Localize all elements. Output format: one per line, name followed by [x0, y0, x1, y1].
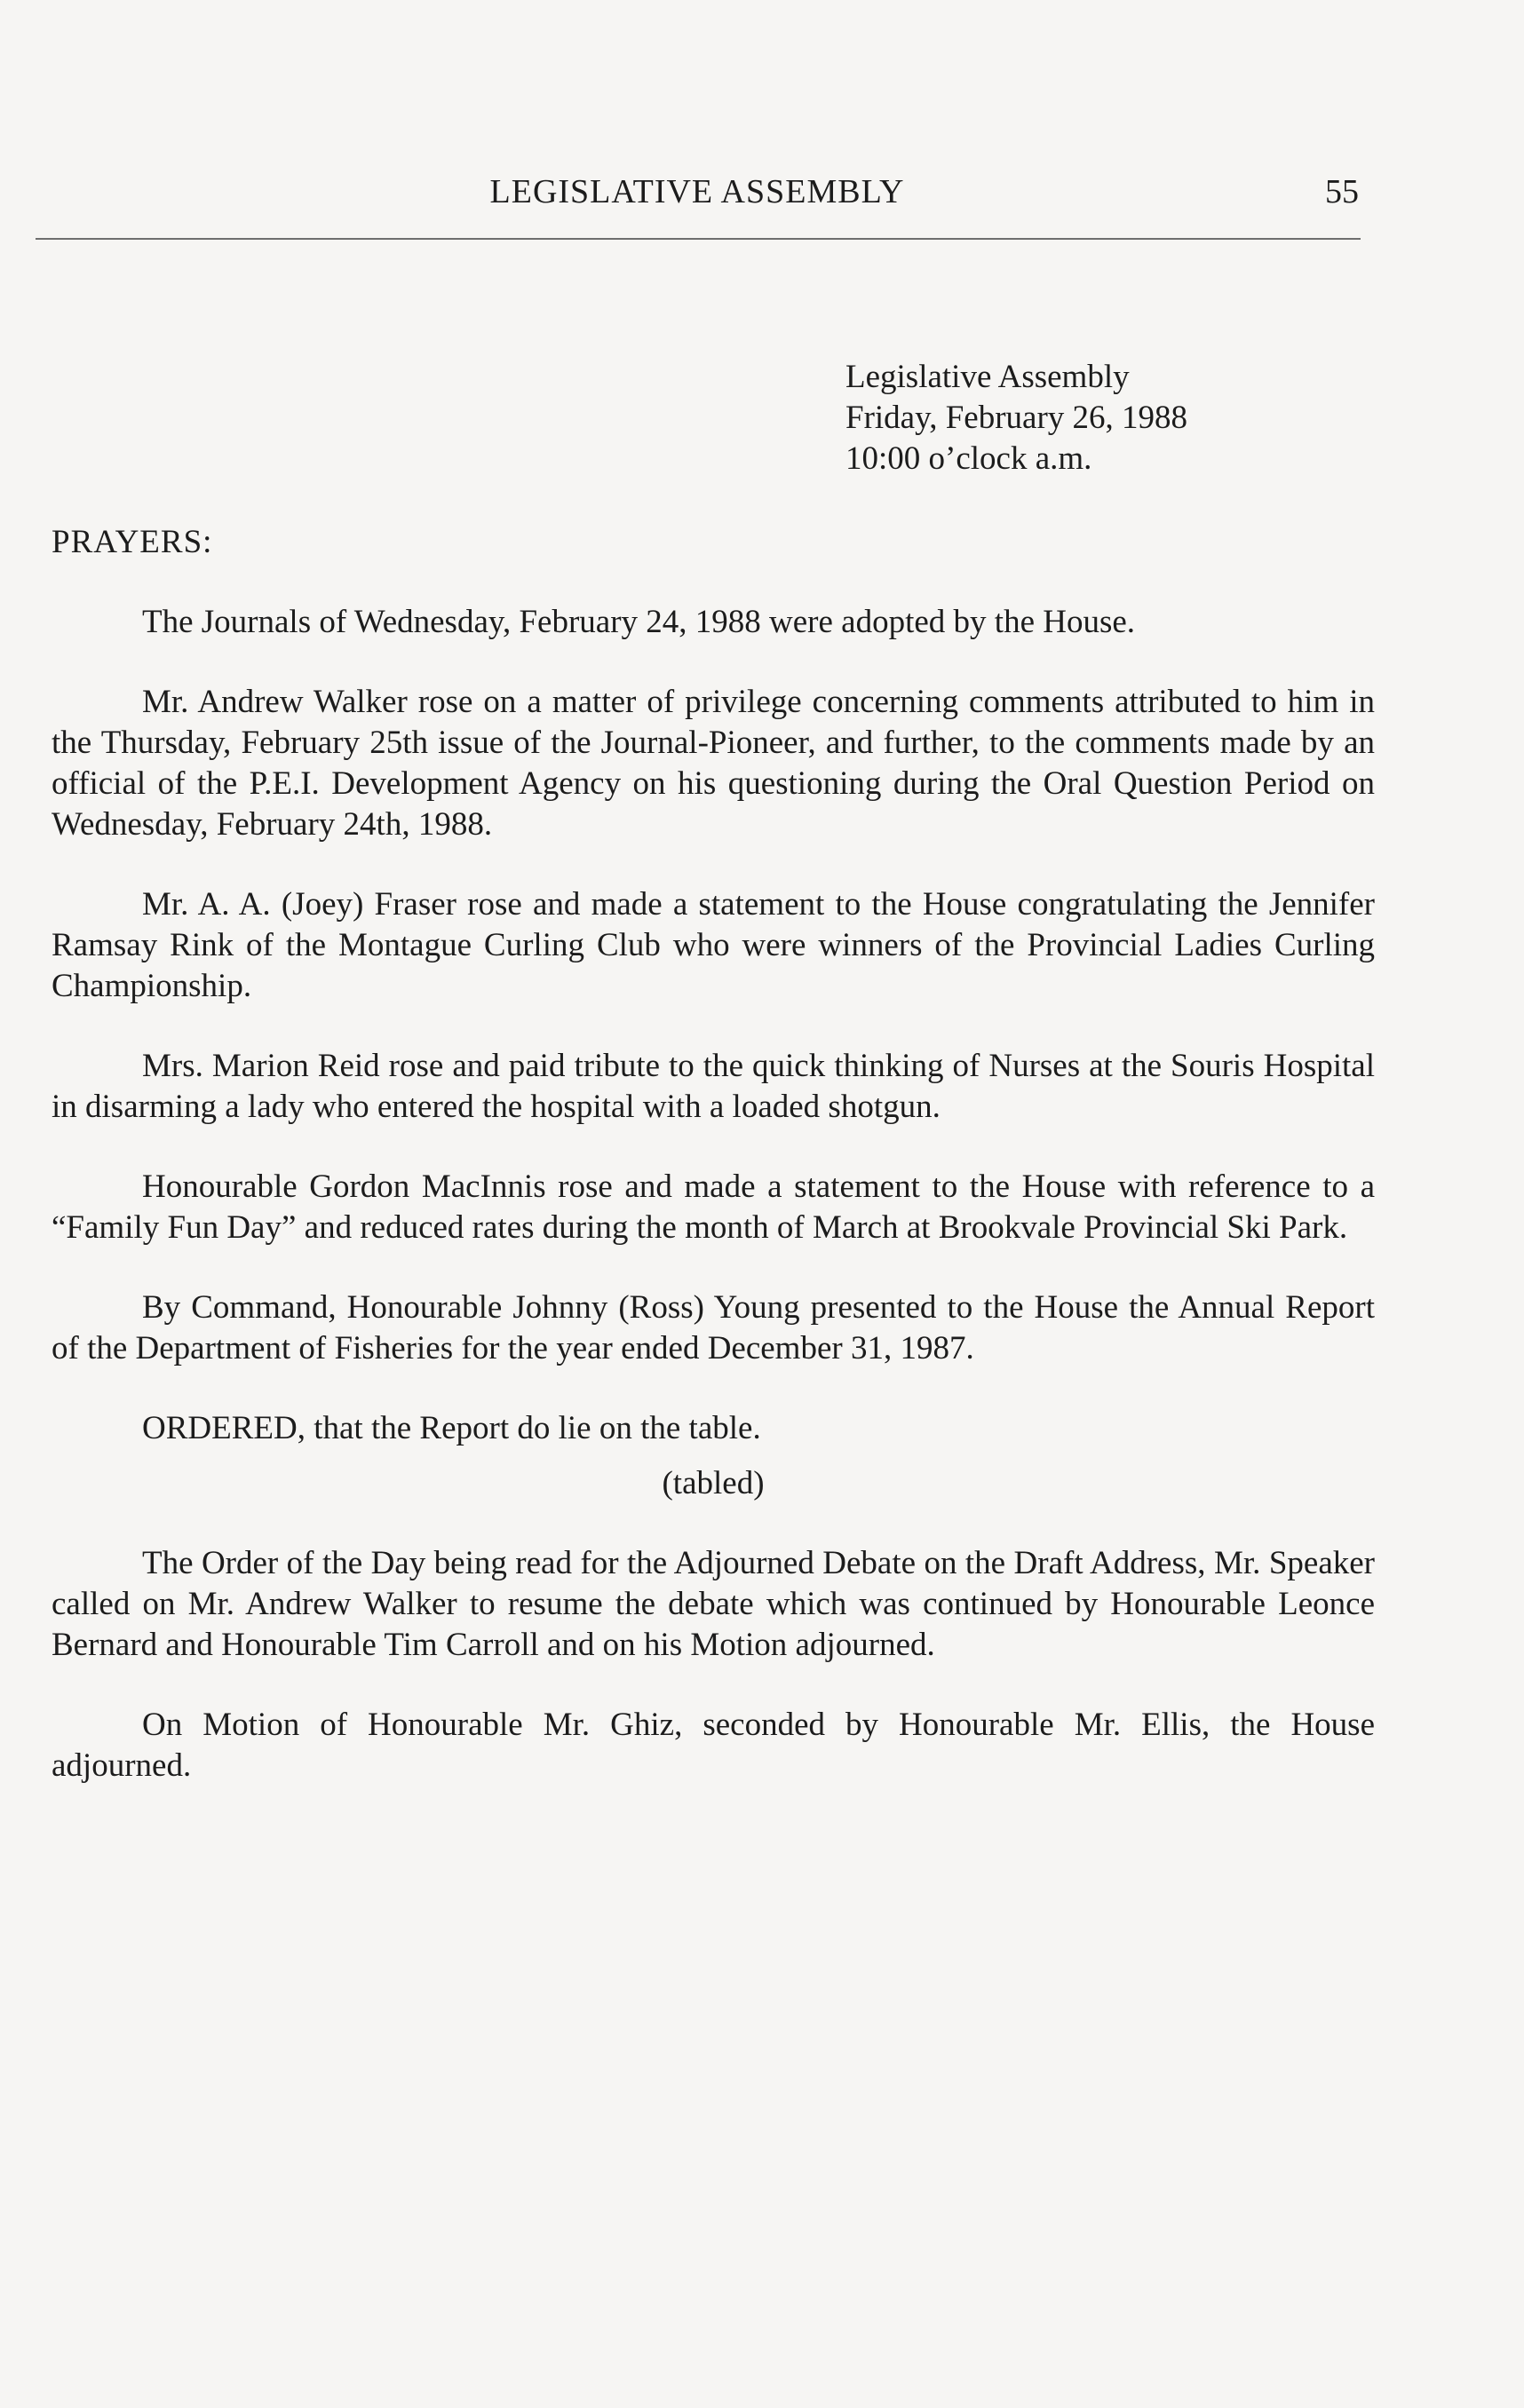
paragraph-house-adjourned: On Motion of Honourable Mr. Ghiz, seconded by Honourable Mr. Ellis, the House adjourned. [52, 1707, 1375, 1784]
paragraph-fisheries-report: By Command, Honourable Johnny (Ross) Young presented to the House the Annual Report of the Department of Fisheries for the year ended December 31, 1987. [52, 1289, 1375, 1366]
header-rule [36, 238, 1361, 240]
dateline-date: Friday, February 26, 1988 [845, 400, 1188, 436]
paragraph-fraser-statement: Mr. A. A. (Joey) Fraser rose and made a statement to the House congratulating the Jennifer Ramsay Rink of the Montague Curling Club who were winners of the Provincial Ladies Curling Championship. [52, 886, 1375, 1004]
paragraph-journals-adopted: The Journals of Wednesday, February 24, 1988 were adopted by the House. [142, 604, 1136, 640]
paragraph-privilege-walker: Mr. Andrew Walker rose on a matter of privilege concerning comments attributed to him in the Thursday, February 25th issue of the Journal-Pioneer, and further, to the comments made by an official of the P.E.I. Development Agency on his questioning during the Oral Question Period on Wednesday, February 24th, 1988. [52, 684, 1375, 843]
paragraph-adjourned-debate: The Order of the Day being read for the Adjourned Debate on the Draft Address, Mr. Speaker called on Mr. Andrew Walker to resume the debate which was continued by Honourable Leonce Bernard and Honourable Tim Carroll and on his Motion adjourned. [52, 1545, 1375, 1663]
dateline [845, 357, 1187, 479]
paragraph-reid-tribute: Mrs. Marion Reid rose and paid tribute to the quick thinking of Nurses at the Souris Hospital in disarming a lady who entered the hospital with a loaded shotgun. [52, 1048, 1375, 1125]
tabled-note: (tabled) [662, 1465, 765, 1501]
running-head [36, 165, 1359, 218]
running-title: LEGISLATIVE ASSEMBLY [489, 173, 905, 210]
prayers-heading: PRAYERS: [52, 524, 213, 560]
page-number: 55 [1325, 173, 1359, 210]
dateline-time: 10:00 o’clock a.m. [845, 440, 1092, 477]
paragraph-ordered: ORDERED, that the Report do lie on the table. [142, 1410, 761, 1446]
dateline-assembly: Legislative Assembly [845, 359, 1130, 395]
paragraph-macinnis-statement: Honourable Gordon MacInnis rose and made a statement to the House with reference to a “Family Fun Day” and reduced rates during the month of March at Brookvale Provincial Ski Park. [52, 1168, 1375, 1246]
proceedings-body [52, 602, 1375, 1826]
